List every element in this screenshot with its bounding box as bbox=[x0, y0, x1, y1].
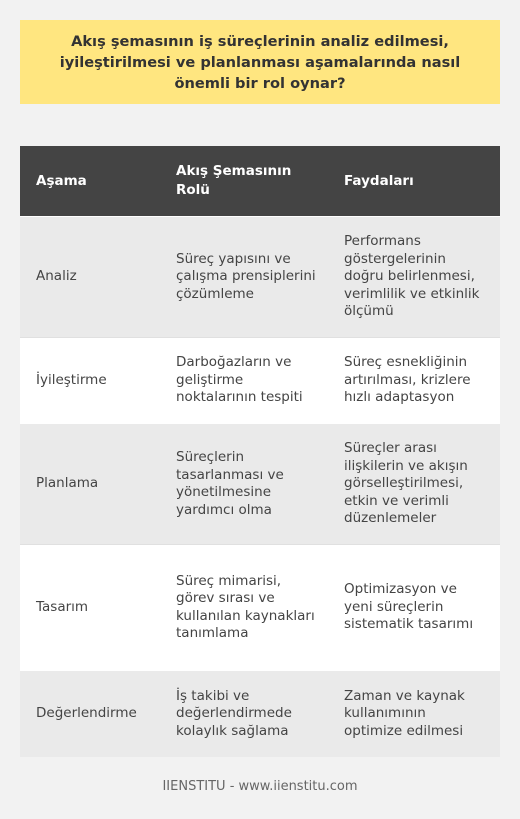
benefit-cell: Süreç esnekliğinin artırılması, krizlere hızlı adaptasyon bbox=[328, 338, 500, 424]
role-cell: İş takibi ve değerlendirmede kolaylık sağlama bbox=[160, 671, 328, 757]
table-row bbox=[20, 217, 500, 338]
benefit-cell: Süreçler arası ilişkilerin ve akışın görselleştirilmesi, etkin ve verimli düzenlemeler bbox=[328, 424, 500, 545]
role-cell: Süreç mimarisi, görev sırası ve kullanılan kaynakları tanımlama bbox=[160, 545, 328, 671]
role-cell: Darboğazların ve geliştirme noktalarının tespiti bbox=[160, 338, 328, 424]
stage-cell: İyileştirme bbox=[20, 338, 160, 424]
stage-cell: Analiz bbox=[20, 217, 160, 338]
header-role: Akış Şemasının Rolü bbox=[160, 146, 328, 217]
stage-cell: Tasarım bbox=[20, 545, 160, 671]
benefit-cell: Performans göstergelerinin doğru belirlenmesi, verimlilik ve etkinlik ölçümü bbox=[328, 217, 500, 338]
table-row bbox=[20, 424, 500, 545]
role-cell: Süreçlerin tasarlanması ve yönetilmesine yardımcı olma bbox=[160, 424, 328, 545]
question-title: Akış şemasının iş süreçlerinin analiz edilmesi, iyileştirilmesi ve planlanması aşamalarında nasıl önemli bir rol oynar? bbox=[59, 32, 461, 92]
question-banner bbox=[20, 20, 500, 104]
table-row bbox=[20, 338, 500, 424]
stages-table bbox=[20, 146, 500, 757]
stage-cell: Planlama bbox=[20, 424, 160, 545]
footer-credit: IIENSTITU - www.iienstitu.com bbox=[162, 779, 358, 794]
benefit-cell: Optimizasyon ve yeni süreçlerin sistematik tasarımı bbox=[328, 545, 500, 671]
table-row bbox=[20, 671, 500, 757]
stage-cell: Değerlendirme bbox=[20, 671, 160, 757]
header-stage: Aşama bbox=[20, 146, 160, 217]
benefit-cell: Zaman ve kaynak kullanımının optimize edilmesi bbox=[328, 671, 500, 757]
header-benefits: Faydaları bbox=[328, 146, 500, 217]
role-cell: Süreç yapısını ve çalışma prensiplerini çözümleme bbox=[160, 217, 328, 338]
table-row bbox=[20, 545, 500, 671]
table-header-row bbox=[20, 146, 500, 217]
